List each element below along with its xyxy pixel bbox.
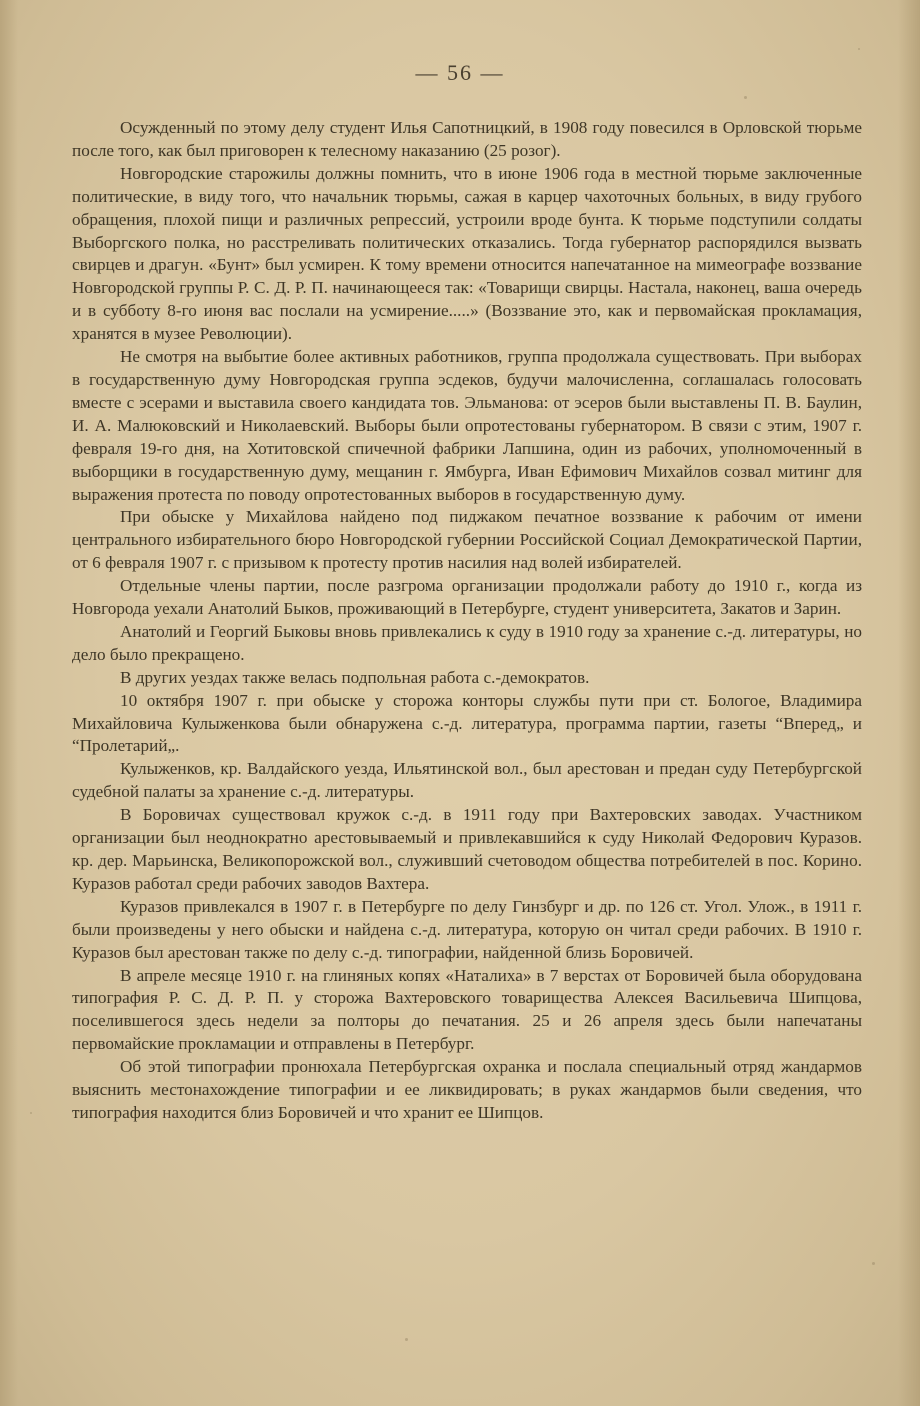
- paragraph: В других уездах также велась подпольная работа с.-демократов.: [120, 667, 590, 687]
- paper-speck: [872, 1262, 875, 1265]
- paragraph: Не смотря на выбытие более активных работников, группа продолжала существовать. При выборах в государственную думу Новгородская группа эсдеков, будучи малочисленна, соглашалась голосовать вместе с эсерами и выставила своего кандидата тов. Эльманова: от эсеров были выставлены П. В. Баулин, И. А. Малюковский и Николаевский. Выборы были опротестованы губернатором. В связи с этим, 1907 г. февраля 19-го дня, на Хотитовской спичечной фабрики Лапшина, один из рабочих, уполномоченный в выборщики в государственную думу, мещанин г. Ямбурга, Иван Ефимович Михайлов созвал митинг для выражения протеста по поводу опротестованных выборов в государственную думу.: [72, 347, 862, 504]
- paragraph: При обыске у Михайлова найдено под пиджаком печатное воззвание к рабочим от имени центрального избирательного бюро Новгородской губернии Российской Социал Демократической Партии, от 6 февраля 1907 г. с призывом к протесту против насилия над волей избирателей.: [72, 507, 862, 573]
- page-text: [72, 117, 862, 1125]
- paragraph: Анатолий и Георгий Быковы вновь привлекались к суду в 1910 году за хранение с.-д. литературы, но дело было прекращено.: [72, 621, 862, 664]
- paragraph: В апреле месяце 1910 г. на глиняных копях «Наталиха» в 7 верстах от Боровичей была оборудована типография Р. С. Д. Р. П. у сторожа Вахтеровского товарищества Алексея Васильевича Шипцова, поселившегося здесь недели за полторы до печатания. 25 и 26 апреля здесь были напечатаны первомайские прокламации и отправлены в Петербург.: [72, 965, 862, 1054]
- paper-speck: [858, 48, 860, 50]
- paper-speck: [744, 96, 747, 99]
- paper-speck: [405, 1338, 408, 1341]
- paragraph: Куразов привлекался в 1907 г. в Петербурге по делу Гинзбург и др. по 126 ст. Угол. Улож., в 1911 г. были произведены у него обыски и найдена с.-д. литература, которую он читал среди рабочих. В 1910 г. Куразов был арестован также по делу с.-д. типографии, найденной близь Боровичей.: [72, 896, 862, 962]
- paragraph: В Боровичах существовал кружок с.-д. в 1911 году при Вахтеровских заводах. Участником организации был неоднократно арестовываемый и привлекавшийся к суду Николай Федорович Куразов. кр. дер. Марьинска, Великопорожской вол., служивший счетоводом общества потребителей в пос. Корино. Куразов работал среди рабочих заводов Вахтера.: [72, 805, 862, 893]
- paragraph: Отдельные члены партии, после разгрома организации продолжали работу до 1910 г., когда из Новгорода уехали Анатолий Быков, проживающий в Петербурге, студент университета, Закатов и Зарин.: [72, 576, 862, 619]
- paragraph: Кулыженков, кр. Валдайского уезда, Ильятинской вол., был арестован и предан суду Петербургской судебной палаты за хранение с.-д. литературы.: [72, 759, 862, 802]
- paragraph: 10 октября 1907 г. при обыске у сторожа конторы службы пути при ст. Бологое, Владимира Михайловича Кулыженкова были обнаружена с.-д. литература, программа партии, газеты “Вперед„ и “Пролетарий„.: [72, 690, 862, 756]
- page-number: — 56 —: [415, 60, 505, 85]
- page-left-shadow: [0, 0, 18, 1406]
- paragraph: Осужденный по этому делу студент Илья Сапотницкий, в 1908 году повесился в Орловской тюрьме после того, как был приговорен к телесному наказанию (25 розог).: [72, 118, 862, 160]
- paragraph: Об этой типографии пронюхала Петербургская охранка и послала специальный отряд жандармов выяснить местонахождение типографии и ее ликвидировать; в руках жандармов были сведения, что типография находится близ Боровичей и что хранит ее Шипцов.: [72, 1057, 862, 1122]
- paragraph: Новгородские старожилы должны помнить, что в июне 1906 года в местной тюрьме заключенные политические, в виду того, что начальник тюрьмы, сажая в карцер чахоточных больных, в виду грубого обращения, плохой пищи и различных репрессий, устроили вроде бунта. К тюрьме подступили солдаты Выборгского полка, но расстреливать политических отказались. Тогда губернатор распорядился вызвать свирцев и драгун. «Бунт» был усмирен. К тому времени относится напечатанное на мимеографе воззвание Новгородской группы Р. С. Д. Р. П. начинающееся так: «Товарищи свирцы. Настала, наконец, ваша очередь и в субботу 8-го июня вас послали на усмирение.....» (Воззвание это, как и первомайская прокламация, хранятся в музее Революции).: [72, 163, 862, 344]
- paper-speck: [30, 1112, 32, 1114]
- page-right-shadow: [898, 0, 920, 1406]
